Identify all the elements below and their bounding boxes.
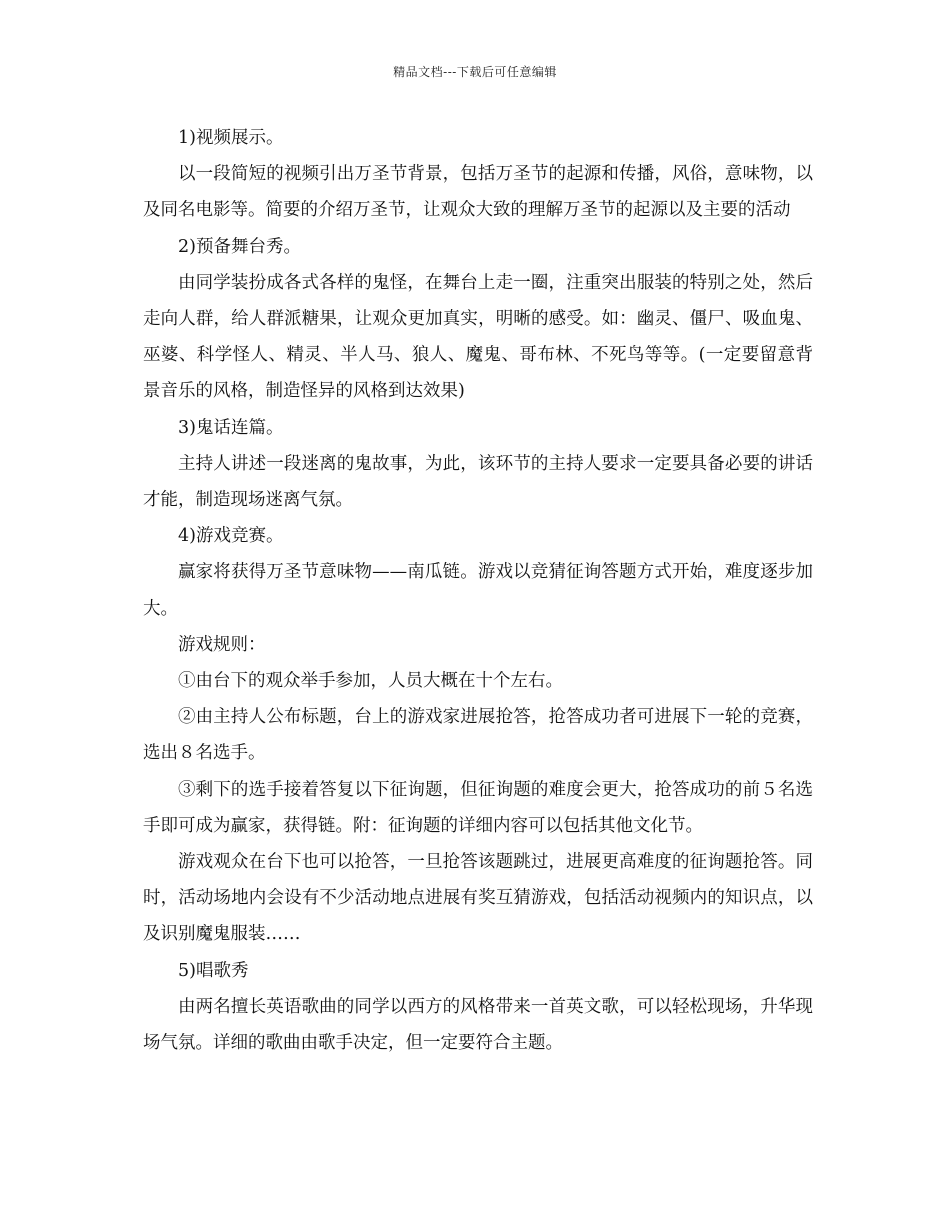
document-body — [143, 120, 813, 1061]
rule-item: ③剩下的选手接着答复以下征询题，但征询题的难度会更大，抢答成功的前５名选手即可成为赢家，获得链。附：征询题的详细内容可以包括其他文化节。 — [143, 779, 813, 836]
section-heading-ghost-stories: 3)鬼话连篇。 — [178, 417, 284, 438]
paragraph: 游戏观众在台下也可以抢答，一旦抢答该题跳过，进展更高难度的征询题抢答。同时，活动场地内会设有不少活动地点进展有奖互猜游戏，包括活动视频内的知识点，以及识别魔鬼服装…… — [143, 852, 813, 945]
paragraph: 赢家将获得万圣节意味物——南瓜链。游戏以竞猜征询答题方式开始，难度逐步加大。 — [143, 562, 813, 619]
rule-item: ②由主持人公布标题，台上的游戏家进展抢答，抢答成功者可进展下一轮的竞赛，选出８名选手。 — [143, 707, 813, 764]
game-rules-heading: 游戏规则： — [178, 634, 266, 655]
page-header: 精品文档---下载后可任意编辑 — [393, 65, 557, 79]
paragraph: 由同学装扮成各式各样的鬼怪，在舞台上走一圈，注重突出服装的特别之处，然后走向人群，给人群派糖果，让观众更加真实，明晰的感受。如：幽灵、僵尸、吸血鬼、巫婆、科学怪人、精灵、半人马、狼人、魔鬼、哥布林、不死鸟等等。(一定要留意背景音乐的风格，制造怪异的风格到达效果) — [143, 272, 813, 402]
section-heading-singing: 5)唱歌秀 — [178, 960, 249, 981]
paragraph: 由两名擅长英语歌曲的同学以西方的风格带来一首英文歌，可以轻松现场，升华现场气氛。详细的歌曲由歌手决定，但一定要符合主题。 — [143, 996, 813, 1054]
section-heading-game: 4)游戏竞赛。 — [178, 526, 284, 547]
rule-item: ①由台下的观众举手参加，人员大概在十个左右。 — [178, 671, 563, 692]
paragraph: 主持人讲述一段迷离的鬼故事，为此，该环节的主持人要求一定要具备必要的讲话才能，制造现场迷离气氛。 — [143, 453, 813, 511]
paragraph: 以一段简短的视频引出万圣节背景，包括万圣节的起源和传播，风俗，意味物，以及同名电影等。简要的介绍万圣节，让观众大致的理解万圣节的起源以及主要的活动 — [143, 164, 813, 221]
section-heading-stage-show: 2)预备舞台秀。 — [178, 236, 301, 257]
section-heading-video: 1)视频展示。 — [178, 128, 284, 148]
